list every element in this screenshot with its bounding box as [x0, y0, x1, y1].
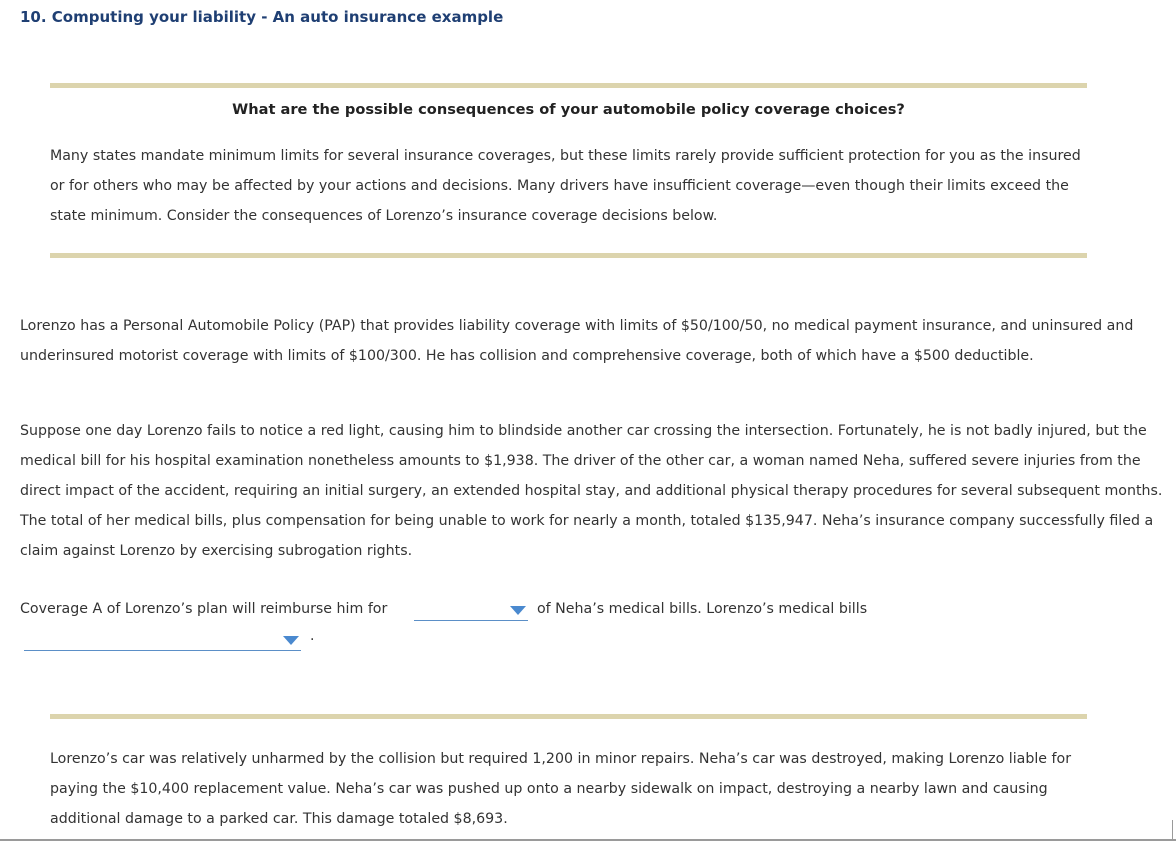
accident-description: Suppose one day Lorenzo fails to notice a red light, causing him to blindside another car crossing the intersection. Fortunately, he is not badly injured, but the medical bill for his hospital examination nonetheless amounts to $1,938. The driver of the other car, a woman named Neha, suffered severe injuries from the direct impact of the accident, requiring an initial surgery, an extended hospital stay, and additional physical therapy procedures for several subsequent months. The total of her medical bills, plus compensation for being unable to work for nearly a month, totaled $135,947. Neha’s insurance company successfully filed a claim against Lorenzo by exercising subrogation rights. [20, 423, 1163, 559]
section-divider-middle [50, 253, 1087, 258]
intro-text: Many states mandate minimum limits for several insurance coverages, but these limits rarely provide sufficient protection for you as the insured or for others who may be affected by your actions and decisions. Many drivers have insufficient coverage—even though their limits exceed the state minimum. Consider the consequences of Lorenzo’s insurance coverage decisions below. [50, 148, 1081, 224]
content-bottom-border [0, 839, 1176, 841]
coverage-a-dropdown[interactable] [414, 598, 528, 621]
frame-edge [1172, 820, 1173, 840]
caret-down-icon [283, 636, 299, 645]
policy-description: Lorenzo has a Personal Automobile Policy (PAP) that provides liability coverage with limits of $50/100/50, no medical payment insurance, and uninsured and underinsured motorist coverage with limits of $100/300. He has collision and comprehensive coverage, both of which have a $500 deductible. [20, 318, 1134, 364]
lorenzo-medical-bills-dropdown[interactable] [24, 628, 301, 651]
section-divider-top [50, 83, 1087, 88]
property-damage-description: Lorenzo’s car was relatively unharmed by the collision but required 1,200 in minor repairs. Neha’s car was destroyed, making Lorenzo liable for paying the $10,400 replacement value. Neha’s car was pushed up onto a nearby sidewalk on impact, destroying a nearby lawn and causing additional damage to a parked car. This damage totaled $8,693. [50, 751, 1072, 827]
question-end-period: . [310, 628, 315, 644]
section-divider-lower [50, 714, 1087, 719]
question-text-part1: Coverage A of Lorenzo’s plan will reimburse him for [20, 601, 388, 617]
question-text-part2: of Neha’s medical bills. Lorenzo’s medical bills [537, 601, 868, 617]
intro-heading: What are the possible consequences of your automobile policy coverage choices? [232, 101, 905, 118]
page-title: 10. Computing your liability - An auto insurance example [20, 8, 504, 26]
caret-down-icon [510, 606, 526, 615]
